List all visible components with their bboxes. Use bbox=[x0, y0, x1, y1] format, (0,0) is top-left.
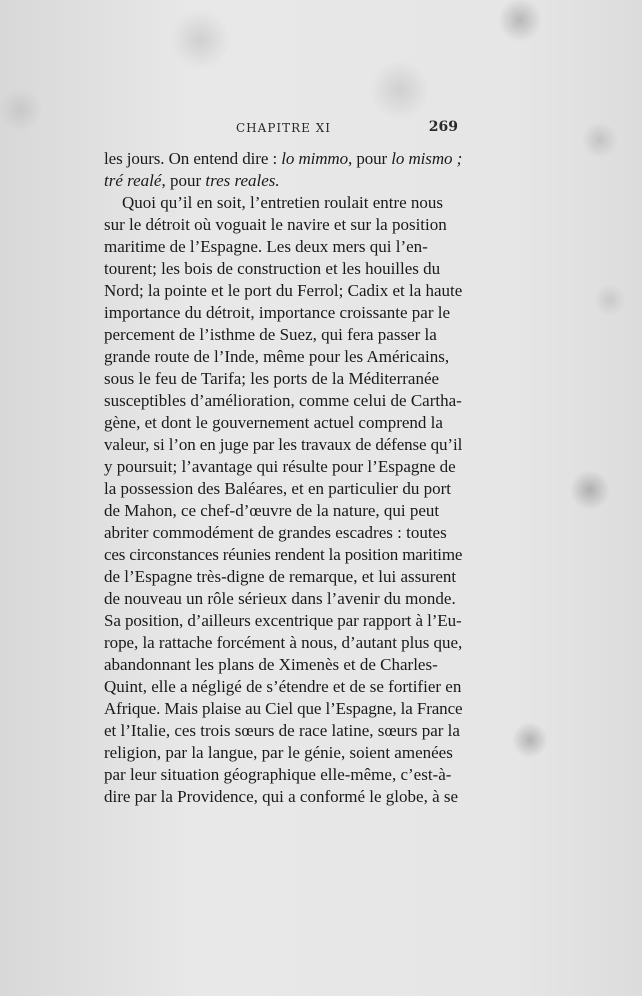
text-line bbox=[104, 434, 462, 456]
text-line bbox=[104, 698, 462, 720]
text-line bbox=[104, 742, 462, 764]
text-line bbox=[104, 148, 462, 170]
text-segment: Afrique. Mais plaise au Ciel que l’Espagne, la France bbox=[104, 699, 463, 718]
italic-text: tré realé bbox=[104, 171, 162, 190]
text-line bbox=[104, 456, 462, 478]
text-line bbox=[104, 522, 462, 544]
text-segment: de l’Espagne très-digne de remarque, et lui assurent bbox=[104, 567, 457, 586]
text-line bbox=[104, 676, 462, 698]
chapter-title: CHAPITRE XI bbox=[236, 121, 332, 135]
text-segment: de Mahon, ce chef-d’œuvre de la nature, qui peut bbox=[104, 501, 440, 520]
text-segment: sous le feu de Tarifa; les ports de la Méditerranée bbox=[104, 369, 440, 388]
text-segment: grande route de l’Inde, même pour les Américains, bbox=[104, 347, 450, 366]
page-number: 269 bbox=[428, 119, 458, 135]
text-segment: , pour bbox=[161, 171, 206, 190]
text-segment: et l’Italie, ces trois sœurs de race latine, sœurs par la bbox=[104, 721, 460, 740]
text-line bbox=[104, 346, 462, 368]
text-line bbox=[104, 566, 462, 588]
text-segment: Quoi qu’il en soit, l’entretien roulait entre nous bbox=[122, 193, 444, 212]
text-line bbox=[104, 654, 462, 676]
text-line bbox=[104, 214, 462, 236]
italic-text: tres reales. bbox=[205, 171, 280, 190]
italic-text: lo mimmo bbox=[281, 149, 349, 168]
running-header bbox=[104, 119, 462, 139]
text-line bbox=[104, 412, 462, 434]
text-line bbox=[104, 236, 462, 258]
text-segment: y poursuit; l’avantage qui résulte pour l’Espagne de bbox=[104, 457, 456, 476]
text-segment: Sa position, d’ailleurs excentrique par rapport à l’Eu- bbox=[104, 611, 462, 630]
text-line bbox=[104, 302, 462, 324]
text-line bbox=[104, 764, 462, 786]
text-line bbox=[104, 170, 462, 192]
italic-text: lo mismo ; bbox=[391, 149, 463, 168]
page-body-text bbox=[104, 148, 462, 808]
text-line bbox=[104, 588, 462, 610]
text-segment: gène, et dont le gouvernement actuel comprend la bbox=[104, 413, 443, 432]
text-line bbox=[104, 478, 462, 500]
text-segment: percement de l’isthme de Suez, qui fera passer la bbox=[104, 325, 437, 344]
text-line bbox=[104, 368, 462, 390]
text-segment: par leur situation géographique elle-même, c’est-à- bbox=[104, 765, 452, 784]
text-segment: abandonnant les plans de Ximenès et de Charles- bbox=[104, 655, 438, 674]
text-segment: dire par la Providence, qui a conformé le globe, à se bbox=[104, 787, 459, 806]
text-segment: maritime de l’Espagne. Les deux mers qui l’en- bbox=[104, 237, 428, 256]
text-segment: Nord; la pointe et le port du Ferrol; Cadix et la haute bbox=[104, 281, 463, 300]
text-segment: de nouveau un rôle sérieux dans l’avenir du monde. bbox=[104, 589, 456, 608]
text-segment: valeur, si l’on en juge par les travaux de défense qu’il bbox=[104, 435, 463, 454]
text-line bbox=[104, 324, 462, 346]
text-segment: les jours. On entend dire : bbox=[104, 149, 282, 168]
text-line bbox=[104, 786, 462, 808]
text-line bbox=[104, 192, 462, 214]
text-line bbox=[104, 632, 462, 654]
text-segment: rope, la rattache forcément à nous, d’autant plus que, bbox=[104, 633, 463, 652]
text-line bbox=[104, 500, 462, 522]
text-segment: religion, par la langue, par le génie, soient amenées bbox=[104, 743, 453, 762]
text-segment: sur le détroit où voguait le navire et sur la position bbox=[104, 215, 447, 234]
text-line bbox=[104, 280, 462, 302]
text-line bbox=[104, 720, 462, 742]
text-line bbox=[104, 258, 462, 280]
text-line bbox=[104, 544, 462, 566]
text-segment: importance du détroit, importance croissante par le bbox=[104, 303, 451, 322]
text-line bbox=[104, 610, 462, 632]
text-segment: abriter commodément de grandes escadres : toutes bbox=[104, 523, 447, 542]
text-segment: susceptibles d’amélioration, comme celui de Cartha- bbox=[104, 391, 462, 410]
text-segment: , pour bbox=[348, 149, 392, 168]
text-segment: ces circonstances réunies rendent la position maritime bbox=[104, 545, 463, 564]
text-segment: Quint, elle a négligé de s’étendre et de se fortifier en bbox=[104, 677, 462, 696]
text-line bbox=[104, 390, 462, 412]
text-segment: la possession des Baléares, et en particulier du port bbox=[104, 479, 451, 498]
text-segment: tourent; les bois de construction et les houilles du bbox=[104, 259, 441, 278]
